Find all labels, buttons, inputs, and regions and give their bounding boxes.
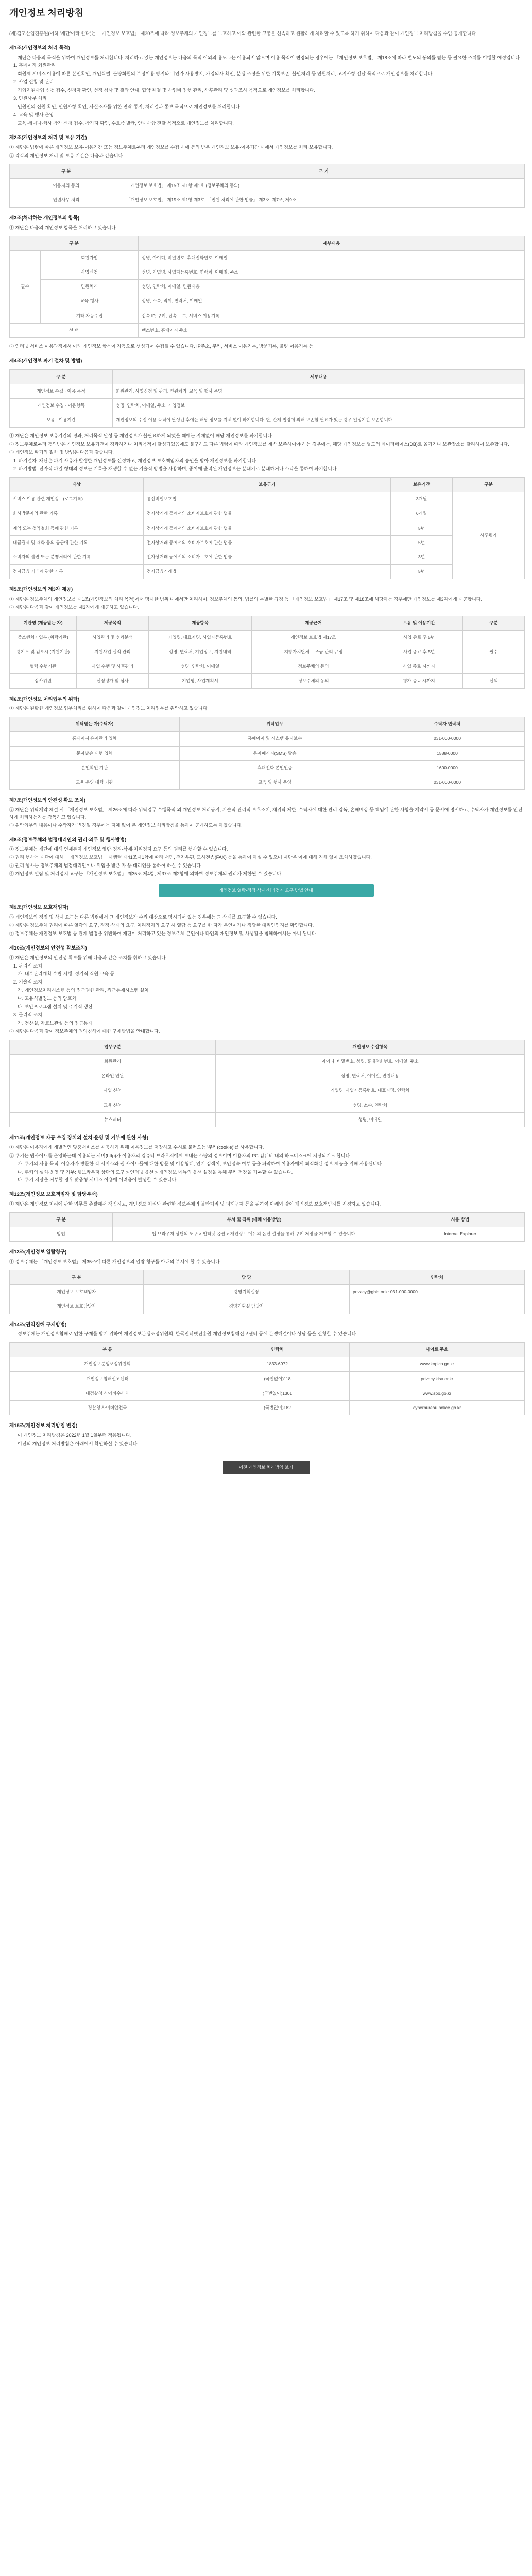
table-cell: 사업 종료 후 5년 — [375, 630, 463, 645]
table-cell: 방법 — [10, 1227, 113, 1242]
paragraph: 가. 쿠키의 사용 목적: 이용자가 방문한 각 서비스와 웹 사이트들에 대한 방문 및 이용형태, 인기 검색어, 보안접속 여부 등을 파악하여 이용자에게 최적화된 정보 제공을 위해 사용됩니다. — [18, 1161, 383, 1166]
paragraph: 1. 홈페이지 회원관리 — [13, 63, 56, 69]
paragraph: 2. 파기방법: 전자적 파일 형태의 정보는 기록을 재생할 수 없는 기술적 방법을 사용하며, 종이에 출력된 개인정보는 분쇄기로 분쇄하거나 소각을 통하여 파기합니다. — [13, 466, 338, 472]
paragraph: ① 재단은 정보주체의 개인정보를 제1조(개인정보의 처리 목적)에서 명시한 범위 내에서만 처리하며, 정보주체의 동의, 법률의 특별한 규정 등 「개인정보 보호법」 제17조 및 제18조에 해당하는 경우에만 개인정보를 제3자에게 제공합니다. — [9, 596, 483, 602]
table-row — [10, 193, 525, 207]
table-cell: 필수 — [463, 645, 525, 659]
paragraph: ① 정보주체는 재단에 대해 언제든지 개인정보 열람·정정·삭제·처리정지 요구 등의 권리를 행사할 수 있습니다. — [9, 846, 228, 852]
data-table — [9, 369, 525, 428]
table-cell: 5년 — [391, 565, 453, 579]
table-cell: 1600-0000 — [370, 760, 525, 775]
paragraph: ③ 권리 행사는 정보주체의 법정대리인이나 위임을 받은 자 등 대리인을 통하여 하실 수 있습니다. — [9, 863, 202, 869]
section-heading: 제5조(개인정보의 제3자 제공) — [9, 587, 73, 593]
table-cell: 기업명, 대표자명, 사업자등록번호 — [149, 630, 252, 645]
table-header-row — [10, 1040, 525, 1054]
paragraph: 회원제 서비스 이용에 따른 본인확인, 개인식별, 불량회원의 부정이용 방지와 비인가 사용방지, 가입의사 확인, 분쟁 조정을 위한 기록보존, 불만처리 등 민원처리, 고지사항 전달 목적으로 개인정보를 처리합니다. — [18, 71, 434, 77]
paragraph: 나. 고유식별정보 등의 암호화 — [18, 996, 77, 1002]
table-row — [10, 309, 525, 323]
table-row — [10, 323, 525, 337]
table-cell: cyberbureau.police.go.kr — [350, 1400, 525, 1415]
table-cell: 아이디, 비밀번호, 성명, 휴대전화번호, 이메일, 주소 — [216, 1055, 525, 1069]
table-header-cell: 사용 방법 — [396, 1213, 525, 1227]
paragraph: ① 재단은 이용자에게 개별적인 맞춤서비스를 제공하기 위해 이용정보를 저장하고 수시로 불러오는 '쿠키(cookie)'를 사용합니다. — [9, 1144, 264, 1150]
table-row — [10, 1299, 525, 1314]
table-cell: 민원처리 — [41, 280, 139, 294]
table-header-row — [10, 164, 525, 178]
paragraph: 가. 개인정보처리시스템 등의 접근권한 관리, 접근통제시스템 설치 — [18, 988, 149, 993]
table-group-cell: 필수 — [10, 250, 41, 323]
table-cell: 성명, 연락처, 이메일 — [149, 659, 252, 674]
table-cell: 보유 · 이용기간 — [10, 413, 113, 428]
table-row — [10, 250, 525, 265]
table-row — [10, 521, 525, 535]
previous-policy-button[interactable]: 이전 개인정보 처리방침 보기 — [223, 1461, 310, 1474]
table-row — [10, 1112, 525, 1127]
table-cell — [463, 630, 525, 645]
table-cell: 「개인정보 보호법」 제15조 제1항 제1호 (정보주체의 동의) — [123, 178, 525, 193]
page-title: 개인정보 처리방침 — [9, 6, 523, 25]
table-cell: 성명, 소속, 연락처 — [216, 1098, 525, 1112]
table-cell: 교육 및 행사 운영 — [180, 775, 370, 789]
paragraph: ① 재단은 개인정보 보유기간의 경과, 처리목적 달성 등 개인정보가 불필요하게 되었을 때에는 지체없이 해당 개인정보를 파기합니다. — [9, 433, 273, 439]
table-cell: 대검찰청 사이버수사과 — [10, 1386, 205, 1400]
paragraph: ② 재단은 다음과 같이 정보주체의 권익침해에 대한 구제방법을 안내합니다. — [9, 1029, 160, 1035]
table-row — [10, 674, 525, 688]
table-cell: 성명, 기업명, 사업자등록번호, 연락처, 이메일, 주소 — [139, 265, 525, 280]
data-table — [9, 164, 525, 208]
table-cell: 정보주체의 동의 — [252, 674, 375, 688]
table-header-cell: 담 당 — [144, 1270, 350, 1285]
data-table — [9, 1342, 525, 1415]
data-table — [9, 1040, 525, 1127]
paragraph: ② 권리 행사는 재단에 대해 「개인정보 보호법」 시행령 제41조제1항에 따라 서면, 전자우편, 모사전송(FAX) 등을 통하여 하실 수 있으며 재단은 이에 대해 지체 없이 조치하겠습니다. — [9, 855, 372, 860]
table-row — [10, 1083, 525, 1098]
table-cell: 사업신청 — [41, 265, 139, 280]
paragraph: ① 재단은 개인정보 처리에 관한 업무를 총괄해서 책임지고, 개인정보 처리와 관련한 정보주체의 불만처리 및 피해구제 등을 위하여 아래와 같이 개인정보 보호책임자를 지정하고 있습니다. — [9, 1201, 381, 1207]
table-cell: 홈페이지 및 시스템 유지보수 — [180, 732, 370, 746]
paragraph: 3. 물리적 조치 — [13, 1012, 42, 1018]
table-row — [10, 659, 525, 674]
paragraph: 이전의 개인정보 처리방침은 아래에서 확인하실 수 있습니다. — [18, 1440, 139, 1446]
table-cell: 사업 수행 및 사후관리 — [77, 659, 149, 674]
paragraph: ② 재단은 위탁계약 체결 시 「개인정보 보호법」 제26조에 따라 위탁업무 수행목적 외 개인정보 처리금지, 기술적·관리적 보호조치, 재위탁 제한, 수탁자에 대한 관리·감독, 손해배상 등 책임에 관한 사항을 계약서 등 문서에 명시하고, 수탁자가 개인정보를 안전하게 처리하는지를 감독하고 있습니다. — [9, 807, 523, 820]
table-header-cell: 구분 — [453, 477, 525, 492]
paragraph: 가. 전산실, 자료보관실 등의 접근통제 — [18, 1021, 93, 1026]
paragraph: ⑤ 개인정보의 정정 및 삭제 요구는 다른 법령에서 그 개인정보가 수집 대상으로 명시되어 있는 경우에는 그 삭제를 요구할 수 없습니다. — [9, 914, 277, 920]
table-row — [10, 732, 525, 746]
table-cell: 사업 종료 시까지 — [375, 659, 463, 674]
table-cell: 「개인정보 보호법」 제15조 제1항 제3호, 「민원 처리에 관한 법률」 제3조, 제7조, 제9조 — [123, 193, 525, 207]
table-cell: 중소벤처기업부 (위탁기관) — [10, 630, 77, 645]
paragraph: 다. 쿠키 저장을 거부할 경우 맞춤형 서비스 이용에 어려움이 발생할 수 있습니다. — [18, 1177, 178, 1183]
intro-text: (재)김포산업진흥원(이하 '재단'이라 한다)는 「개인정보 보호법」 제30조에 따라 정보주체의 개인정보를 보호하고 이와 관련한 고충을 신속하고 원활하게 처리할 수 있도록 하기 위하여 다음과 같이 개인정보 처리방침을 수립·공개합니다. — [9, 30, 477, 36]
table-header-cell: 부서 및 직위 (매체 이용방법) — [113, 1213, 396, 1227]
table-header-cell: 구 분 — [10, 1213, 113, 1227]
table-row — [10, 1386, 525, 1400]
paragraph: ① 재단은 다음의 개인정보 항목을 처리하고 있습니다. — [9, 225, 117, 230]
section-heading: 제3조(처리하는 개인정보의 항목) — [9, 215, 80, 222]
section-heading: 제14조(권익침해 구제방법) — [9, 1321, 67, 1328]
table-cell: 선택 — [463, 674, 525, 688]
table-cell: 5년 — [391, 535, 453, 550]
table-header-cell: 제공항목 — [149, 616, 252, 630]
table-header-row — [10, 236, 525, 250]
table-row — [10, 1400, 525, 1415]
table-header-cell: 대상 — [10, 477, 144, 492]
table-cell: 기업명, 사업자등록번호, 대표자명, 연락처 — [216, 1083, 525, 1098]
paragraph: ① 재단은 법령에 따른 개인정보 보유·이용기간 또는 정보주체로부터 개인정보를 수집 시에 동의 받은 개인정보 보유·이용기간 내에서 개인정보를 처리·보유합니다. — [9, 144, 333, 150]
table-row — [10, 294, 525, 309]
paragraph: 1. 관리적 조치 — [13, 963, 42, 969]
table-header-cell: 구 분 — [10, 369, 113, 384]
table-header-cell: 사이트 주소 — [350, 1343, 525, 1357]
paragraph: 나. 쿠키의 설치·운영 및 거부: 웹브라우저 상단의 도구 > 인터넷 옵션 > 개인정보 메뉴의 옵션 설정을 통해 쿠키 저장을 거부할 수 있습니다. — [18, 1169, 293, 1175]
table-header-row — [10, 1270, 525, 1285]
table-cell: 서비스 이용 관련 개인정보(로그기록) — [10, 492, 144, 506]
table-header-row — [10, 1213, 525, 1227]
table-cell: 회원관리 — [10, 1055, 216, 1069]
table-cell: 기타 자동수집 — [41, 309, 139, 323]
section-heading: 제4조(개인정보 파기 절차 및 방법) — [9, 358, 82, 364]
table-row — [10, 178, 525, 193]
table-cell: 계약 또는 청약철회 등에 관한 기록 — [10, 521, 144, 535]
table-row — [10, 746, 525, 760]
table-cell: 민원사무 처리 — [10, 193, 123, 207]
paragraph: ③ 개인정보 파기의 절차 및 방법은 다음과 같습니다. — [9, 450, 114, 455]
paragraph: 4. 교육 및 행사 운영 — [13, 112, 54, 118]
table-cell: 회사방문자의 관한 기록 — [10, 506, 144, 521]
table-row — [10, 775, 525, 789]
table-row — [10, 630, 525, 645]
table-row — [10, 398, 525, 413]
table-header-cell: 세부내용 — [113, 369, 525, 384]
table-row — [10, 413, 525, 428]
table-cell: 문자메시지(SMS) 발송 — [180, 746, 370, 760]
table-cell: www.kopico.go.kr — [350, 1357, 525, 1371]
paragraph: ② 인터넷 서비스 이용과정에서 아래 개인정보 항목이 자동으로 생성되어 수집될 수 있습니다. IP주소, 쿠키, 서비스 이용기록, 방문기록, 불량 이용기록 등 — [9, 343, 314, 349]
table-cell: 협력 수행기관 — [10, 659, 77, 674]
table-cell: 본인확인 기관 — [10, 760, 180, 775]
paragraph: 2. 사업 신청 및 관리 — [13, 79, 54, 85]
table-cell: privacy.kisa.or.kr — [350, 1371, 525, 1386]
section-heading: 제12조(개인정보 보호책임자 및 담당부서) — [9, 1192, 98, 1198]
table-header-row — [10, 616, 525, 630]
data-table — [9, 477, 525, 579]
paragraph: ② 쿠키는 웹사이트를 운영하는데 이용되는 서버(http)가 이용자의 컴퓨터 브라우저에게 보내는 소량의 정보이며 이용자의 PC 컴퓨터 내의 하드디스크에 저장되기도 합니다. — [9, 1153, 351, 1158]
section-heading: 제8조(정보주체와 법정대리인의 권리·의무 및 행사방법) — [9, 837, 127, 843]
table-cell: 선 택 — [10, 323, 139, 337]
paragraph: 이 개인정보 처리방침은 2022년 1월 1일부터 적용됩니다. — [18, 1432, 132, 1438]
table-header-cell: 위탁업무 — [180, 717, 370, 732]
table-cell: 성명, 소속, 직위, 연락처, 이메일 — [139, 294, 525, 309]
table-row — [10, 550, 525, 564]
table-cell: 기업명, 사업계획서 — [149, 674, 252, 688]
paragraph: ② 각각의 개인정보 처리 및 보유 기간은 다음과 같습니다. — [9, 152, 124, 158]
section-heading: 제10조(개인정보의 안전성 확보조치) — [9, 945, 87, 951]
table-cell: 사업관리 및 성과분석 — [77, 630, 149, 645]
table-cell: 성명, 연락처, 이메일, 주소, 기업정보 — [113, 398, 525, 413]
table-cell: 통신비밀보호법 — [144, 492, 391, 506]
paragraph: 3. 민원사무 처리 — [13, 96, 47, 101]
table-cell: 평가 종료 시까지 — [375, 674, 463, 688]
table-row — [10, 535, 525, 550]
table-cell: 전자금융 거래에 관한 기록 — [10, 565, 144, 579]
table-cell: 휴대전화 본인인증 — [180, 760, 370, 775]
table-cell: 전자상거래 등에서의 소비자보호에 관한 법률 — [144, 535, 391, 550]
table-cell: 사업 종료 후 5년 — [375, 645, 463, 659]
table-cell: 웹 브라우저 상단의 도구 > 인터넷 옵션 > 개인정보 메뉴의 옵션 설정을 통해 쿠키 저장을 거부할 수 있습니다. — [113, 1227, 396, 1242]
table-cell: 교육 운영 대행 기관 — [10, 775, 180, 789]
table-header-cell: 분 류 — [10, 1343, 205, 1357]
paragraph: 재단은 다음의 목적을 위하여 개인정보를 처리합니다. 처리하고 있는 개인정보는 다음의 목적 이외의 용도로는 이용되지 않으며 이용 목적이 변경되는 경우에는 「개인정보 보호법」 제18조에 따라 별도의 동의를 받는 등 필요한 조치를 이행할 예정입니다. — [18, 55, 521, 60]
table-cell: (국번없이)118 — [205, 1371, 350, 1386]
table-cell: 개인정보침해신고센터 — [10, 1371, 205, 1386]
table-cell: 문자발송 대행 업체 — [10, 746, 180, 760]
table-row — [10, 492, 525, 506]
table-header-cell: 근 거 — [123, 164, 525, 178]
table-header-cell: 업무구분 — [10, 1040, 216, 1054]
table-cell: 전자금융거래법 — [144, 565, 391, 579]
table-header-row — [10, 369, 525, 384]
table-cell: 대금결제 및 재화 등의 공급에 관한 기록 — [10, 535, 144, 550]
table-row — [10, 1357, 525, 1371]
table-cell — [350, 1299, 525, 1314]
table-cell: 성명, 연락처, 이메일, 민원내용 — [216, 1069, 525, 1083]
table-row — [10, 506, 525, 521]
table-cell: 031-000-0000 — [370, 775, 525, 789]
table-cell: 온라인 민원 — [10, 1069, 216, 1083]
table-cell: 교육·행사 — [41, 294, 139, 309]
table-cell: 교육 신청 — [10, 1098, 216, 1112]
table-cell: 성명, 연락처, 이메일, 민원내용 — [139, 280, 525, 294]
table-cell: 3년 — [391, 550, 453, 564]
data-table — [9, 236, 525, 338]
table-cell: www.spo.go.kr — [350, 1386, 525, 1400]
table-cell: 팩스번호, 홈페이지 주소 — [139, 323, 525, 337]
table-cell: 심사위원 — [10, 674, 77, 688]
table-row — [10, 265, 525, 280]
table-cell: 정보주체의 동의 — [252, 659, 375, 674]
section-heading: 제1조(개인정보의 처리 목적) — [9, 45, 70, 51]
table-cell: 개인정보 수집 · 이용 목적 — [10, 384, 113, 398]
section-heading: 제9조(개인정보 보호책임자) — [9, 905, 69, 911]
table-cell: 개인정보 보호담당자 — [10, 1299, 144, 1314]
table-header-cell: 구 분 — [10, 1270, 144, 1285]
paragraph: ② 정보주체로부터 동의받은 개인정보 보유기간이 경과하거나 처리목적이 달성되었음에도 불구하고 다른 법령에 따라 개인정보를 계속 보존하여야 하는 경우에는, 해당 개인정보를 별도의 데이터베이스(DB)로 옮기거나 보관장소를 달리하여 보존합니다. — [9, 442, 509, 447]
table-cell: 1833-6972 — [205, 1357, 350, 1371]
table-header-row — [10, 717, 525, 732]
section-heading: 제7조(개인정보의 안전성 확보 조치) — [9, 798, 86, 804]
paragraph: ① 재단은 개인정보의 안전성 확보를 위해 다음과 같은 조치를 취하고 있습니다. — [9, 955, 167, 960]
table-cell: 성명, 이메일 — [216, 1112, 525, 1127]
section-heading: 제6조(개인정보 처리업무의 위탁) — [9, 696, 80, 702]
table-cell: 개인정보 수집 · 이용항목 — [10, 398, 113, 413]
paragraph: ① 재단은 원활한 개인정보 업무처리를 위하여 다음과 같이 개인정보 처리업무를 위탁하고 있습니다. — [9, 706, 209, 711]
table-cell: 이용자의 동의 — [10, 178, 123, 193]
paragraph: 정보주체는 개인정보침해로 인한 구제를 받기 위하여 개인정보분쟁조정위원회, 한국인터넷진흥원 개인정보침해신고센터 등에 분쟁해결이나 상담 등을 신청할 수 있습니다. — [18, 1331, 357, 1337]
paragraph: 가. 내부관리계획 수립·시행, 정기적 직원 교육 등 — [18, 971, 115, 977]
section-heading: 제15조(개인정보 처리방침 변경) — [9, 1423, 78, 1429]
paragraph: ① 정보주체는 「개인정보 보호법」 제35조에 따른 개인정보의 열람 청구를 아래의 부서에 할 수 있습니다. — [9, 1259, 221, 1265]
paragraph: 2. 기술적 조치 — [13, 979, 42, 985]
table-cell: 6개월 — [391, 506, 453, 521]
table-header-cell: 구분 — [463, 616, 525, 630]
table-header-cell: 구 분 — [10, 164, 123, 178]
paragraph: 민원인의 신원 확인, 민원사항 확인, 사실조사를 위한 연락·통지, 처리결과 통보 목적으로 개인정보를 처리합니다. — [18, 104, 242, 110]
table-row — [10, 1098, 525, 1112]
table-cell: (국번없이)182 — [205, 1400, 350, 1415]
data-table — [9, 1212, 525, 1242]
table-header-cell: 보유 및 이용기간 — [375, 616, 463, 630]
table-cell: 개인정보 보호책임자 — [10, 1285, 144, 1299]
table-cell: 뉴스레터 — [10, 1112, 216, 1127]
table-cell: 1588-0000 — [370, 746, 525, 760]
table-cell: 경영기획실 담당자 — [144, 1299, 350, 1314]
table-row — [10, 565, 525, 579]
section-heading: 제11조(개인정보 자동 수집 장치의 설치·운영 및 거부에 관한 사항) — [9, 1134, 149, 1141]
table-cell: 전자상거래 등에서의 소비자보호에 관한 법률 — [144, 550, 391, 564]
table-row — [10, 1371, 525, 1386]
data-table — [9, 1270, 525, 1314]
table-cell: 성명, 연락처, 기업정보, 지원내역 — [149, 645, 252, 659]
table-row — [10, 280, 525, 294]
paragraph: ⑦ 정보주체는 개인정보 보호법 등 관계 법령을 위반하여 재단이 처리하고 있는 정보주체 본인이나 타인의 개인정보 및 사생활을 침해하여서는 아니 됩니다. — [9, 930, 318, 936]
paragraph: ④ 개인정보 열람 및 처리정지 요구는 「개인정보 보호법」 제35조 제4항, 제37조 제2항에 의하여 정보주체의 권리가 제한될 수 있습니다. — [9, 871, 283, 877]
table-header-cell: 위탁받는 자(수탁자) — [10, 717, 180, 732]
table-cell — [463, 659, 525, 674]
section-heading: 제2조(개인정보의 처리 및 보유 기간) — [9, 134, 87, 141]
table-cell: 접속 IP, 쿠키, 접속 로그, 서비스 이용기록 — [139, 309, 525, 323]
table-cell: 3개월 — [391, 492, 453, 506]
table-cell: 지방자치단체 보조금 관리 규정 — [252, 645, 375, 659]
table-header-cell: 보유근거 — [144, 477, 391, 492]
table-row — [10, 1227, 525, 1242]
table-cell: 회원가입 — [41, 250, 139, 265]
table-cell: 031-000-0000 — [370, 732, 525, 746]
table-row — [10, 1055, 525, 1069]
table-row — [10, 1069, 525, 1083]
table-cell: 개인정보분쟁조정위원회 — [10, 1357, 205, 1371]
table-cell: 전자상거래 등에서의 소비자보호에 관한 법률 — [144, 521, 391, 535]
table-cell: 개인정보의 수집·이용 목적이 달성된 후에는 해당 정보를 지체 없이 파기합니다. 단, 관계 법령에 의해 보존할 필요가 있는 경우 일정기간 보존합니다. — [113, 413, 525, 428]
paragraph: 교육·세미나·행사 참가 신청 접수, 참가자 확인, 수료증 발급, 안내사항 전달 목적으로 개인정보를 처리합니다. — [18, 121, 234, 126]
table-row — [10, 760, 525, 775]
section-heading: 제13조(개인정보 열람청구) — [9, 1249, 67, 1256]
table-header-cell: 세부내용 — [139, 236, 525, 250]
table-header-cell: 기관명 (제공받는 자) — [10, 616, 77, 630]
table-cell: 전자상거래 등에서의 소비자보호에 관한 법률 — [144, 506, 391, 521]
table-cell: 5년 — [391, 521, 453, 535]
table-row — [10, 384, 525, 398]
table-header-cell: 연락처 — [205, 1343, 350, 1357]
table-cell: 홈페이지 유지관리 업체 — [10, 732, 180, 746]
table-cell: 개인정보 보호법 제17조 — [252, 630, 375, 645]
table-cell: 사업 신청 — [10, 1083, 216, 1098]
table-header-cell: 제공목적 — [77, 616, 149, 630]
paragraph: 기업지원사업 신청 접수, 신청자 확인, 선정 심사 및 결과 안내, 협약 체결 및 사업비 집행 관리, 사후관리 및 성과조사 목적으로 개인정보를 처리합니다. — [18, 88, 315, 93]
table-cell: 소비자의 불만 또는 분쟁처리에 관한 기록 — [10, 550, 144, 564]
table-header-row — [10, 477, 525, 492]
table-cell: privacy@gbia.or.kr 031-000-0000 — [350, 1285, 525, 1299]
table-header-cell: 개인정보 수집항목 — [216, 1040, 525, 1054]
table-cell: 지원사업 실적 관리 — [77, 645, 149, 659]
table-header-cell: 수탁자 연락처 — [370, 717, 525, 732]
table-header-cell: 제공근거 — [252, 616, 375, 630]
table-header-cell: 보유기간 — [391, 477, 453, 492]
table-cell: 회원관리, 사업신청 및 관리, 민원처리, 교육 및 행사 운영 — [113, 384, 525, 398]
table-header-cell: 연락처 — [350, 1270, 525, 1285]
request-method-button[interactable]: 개인정보 열람·정정·삭제·처리정지 요구 방법 안내 — [159, 884, 374, 897]
data-table — [9, 616, 525, 689]
table-header-row — [10, 1343, 525, 1357]
table-cell: 선정평가 및 심사 — [77, 674, 149, 688]
paragraph: ⑥ 재단은 정보주체 권리에 따른 열람의 요구, 정정·삭제의 요구, 처리정지의 요구 시 열람 등 요구를 한 자가 본인이거나 정당한 대리인인지를 확인합니다. — [9, 922, 314, 928]
table-header-cell: 구 분 — [10, 236, 139, 250]
data-table — [9, 717, 525, 790]
paragraph: 1. 파기절차: 재단은 파기 사유가 발생한 개인정보를 선정하고, 개인정보 보호책임자의 승인을 받아 개인정보를 파기합니다. — [13, 458, 258, 464]
table-row — [10, 1285, 525, 1299]
table-cell: 경기도 및 김포시 (지원기관) — [10, 645, 77, 659]
table-cell: 경찰청 사이버안전국 — [10, 1400, 205, 1415]
table-cell: 성명, 아이디, 비밀번호, 휴대전화번호, 이메일 — [139, 250, 525, 265]
paragraph: ② 재단은 다음과 같이 개인정보를 제3자에게 제공하고 있습니다. — [9, 604, 139, 610]
table-row — [10, 645, 525, 659]
paragraph: ③ 위탁업무의 내용이나 수탁자가 변경될 경우에는 지체 없이 본 개인정보 처리방침을 통하여 공개하도록 하겠습니다. — [9, 822, 243, 828]
table-cell: Internet Explorer — [396, 1227, 525, 1242]
table-cell: (국번없이)1301 — [205, 1386, 350, 1400]
paragraph: 다. 보안프로그램 설치 및 주기적 갱신 — [18, 1004, 93, 1010]
table-cell: 경영기획실장 — [144, 1285, 350, 1299]
table-group-cell: 사후평가 — [453, 492, 525, 579]
